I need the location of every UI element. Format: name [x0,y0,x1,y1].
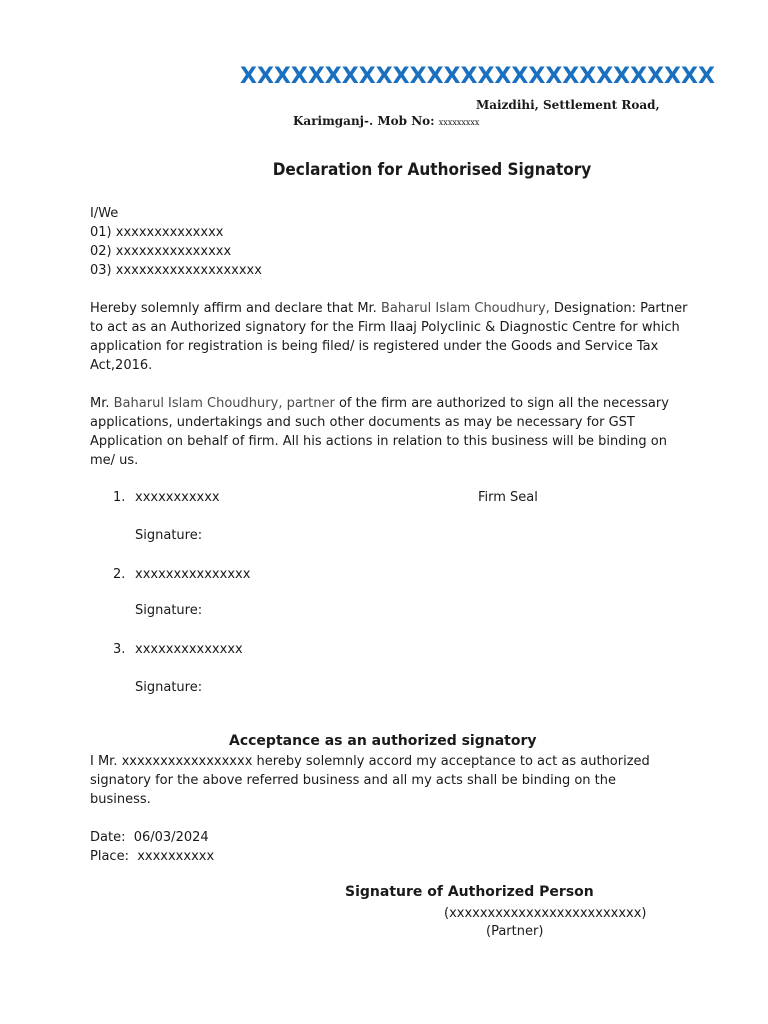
company-name: XXXXXXXXXXXXXXXXXXXXXXXXXXXX [240,64,715,89]
place-value: xxxxxxxxxx [137,849,215,864]
place-label: Place: [90,849,129,864]
signatory-1-name: xxxxxxxxxxx [135,490,220,505]
signatory-3-name: xxxxxxxxxxxxxx [135,642,243,657]
person-2: 02) xxxxxxxxxxxxxxx [90,244,232,259]
firm-seal-label: Firm Seal [478,490,538,505]
para1-rest: Designation: Partner to act as an Authorized signatory for the Firm Ilaaj Polyclinic & Diagnostic Centre for which application for registration is being filed/ is registered under the Goods and Service Tax Act,2016. [90,301,688,373]
address-line-2 [293,114,479,128]
signatory-2-name: xxxxxxxxxxxxxxx [135,567,251,582]
date-row [90,828,209,847]
signatory-role: (Partner) [486,924,544,939]
person-3: 03) xxxxxxxxxxxxxxxxxxx [90,263,262,278]
address-text: Karimganj-. Mob No: [293,114,435,128]
acceptance-text: I Mr. xxxxxxxxxxxxxxxxx hereby solemnly accord my acceptance to act as authorized signatory for the above referred business and all my acts shall be binding on the business. [90,754,650,807]
person-1: 01) xxxxxxxxxxxxxx [90,225,224,240]
date-value: 06/03/2024 [133,830,209,845]
declaration-paragraph [90,299,690,375]
signatory-name: (xxxxxxxxxxxxxxxxxxxxxxxxx) [444,906,647,921]
mobile-number: xxxxxxxxx [438,118,480,127]
signatory-3-number: 3. [113,642,126,657]
signatory-3-signature-label: Signature: [135,680,203,695]
signatory-1-signature-label: Signature: [135,528,203,543]
para1-prefix: Hereby solemnly affirm and declare that Mr. [90,301,377,316]
signature-heading: Signature of Authorized Person [345,884,594,900]
authorization-paragraph [90,394,690,470]
place-row [90,847,214,866]
signatory-2-number: 2. [113,567,126,582]
acceptance-heading: Acceptance as an authorized signatory [229,733,537,749]
intro-label: I/We [90,206,119,221]
address-line-1: Maizdihi, Settlement Road, [476,98,660,112]
para2-rest: of the firm are authorized to sign all the necessary applications, undertakings and such other documents as may be necessary for GST Application on behalf of firm. All his actions in relation to this business will be binding on me/ us. [90,396,669,468]
para2-name: Baharul Islam Choudhury, partner [113,396,335,411]
date-label: Date: [90,830,126,845]
page-title: Declaration for Authorised Signatory [272,160,592,180]
para2-prefix: Mr. [90,396,110,411]
para1-name: Baharul Islam Choudhury, [380,301,550,316]
signatory-1-number: 1. [113,490,126,505]
signatory-2-signature-label: Signature: [135,603,203,618]
